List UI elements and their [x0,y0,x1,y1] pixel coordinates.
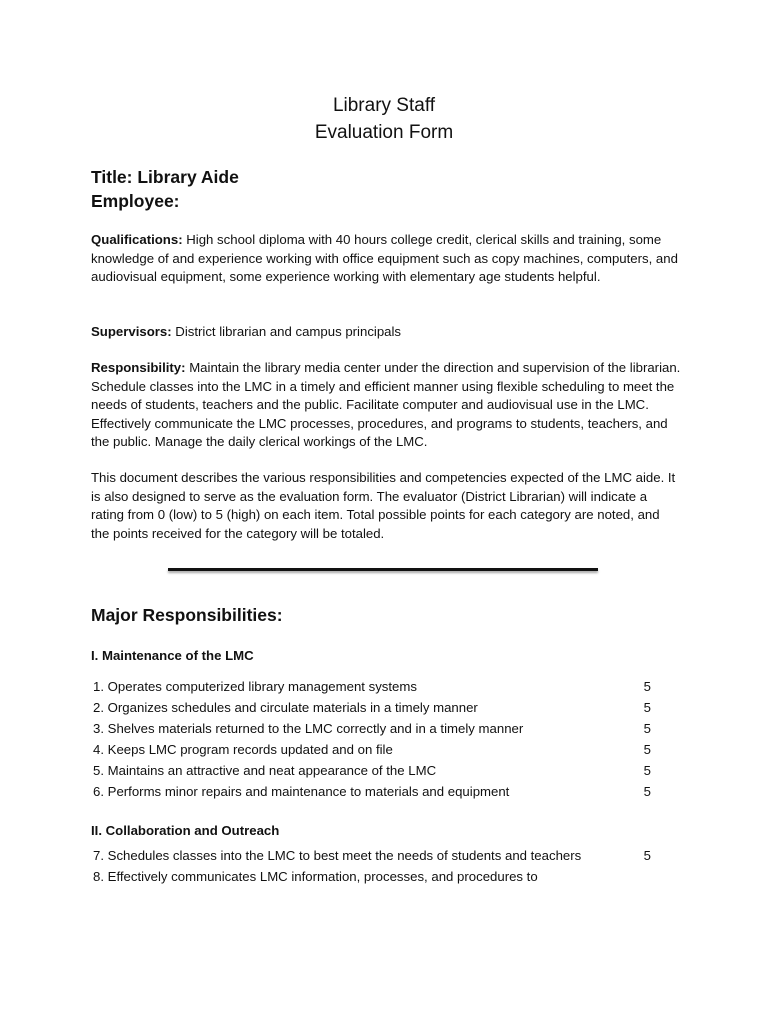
item-text: 3. Shelves materials returned to the LMC correctly and in a timely manner [93,721,524,736]
item-text: 6. Performs minor repairs and maintenance to materials and equipment [93,784,510,799]
supervisors-label: Supervisors: [91,324,172,339]
responsibility-label: Responsibility: [91,360,186,375]
title-line-2: Evaluation Form [314,122,454,143]
list-item [91,718,651,739]
item-text: 8. Effectively communicates LMC information, processes, and procedures to [93,869,538,884]
list-item [91,866,651,887]
list-item [91,781,651,802]
title-line-1: Library Staff [332,95,436,116]
responsibility-text: Maintain the library media center under the direction and supervision of the librarian. Schedule classes into the LMC in a timely and efficient manner using flexible scheduling to meet the needs of students, teachers and the public. Facilitate computer and audiovisual use in the LMC. Effectively communicate the LMC processes, procedures, and programs to students, teachers, and the public. Manage the daily clerical workings of the LMC. [91,360,681,450]
category-heading: II. Collaboration and Outreach [91,823,280,838]
category-heading: I. Maintenance of the LMC [91,648,254,663]
horizontal-divider [168,568,598,571]
item-points: 5 [643,848,651,863]
qualifications-text: High school diploma with 40 hours college credit, clerical skills and training, some knowledge of and experience working with office equipment such as copy machines, computers, and audiovisual equipment, some experience working with elementary age students helpful. [91,232,678,285]
list-item [91,697,651,718]
item-text: 5. Maintains an attractive and neat appearance of the LMC [93,763,437,778]
item-text: 7. Schedules classes into the LMC to best meet the needs of students and teachers [93,848,582,863]
item-points: 5 [643,763,651,778]
supervisors-text: District librarian and campus principals [171,324,402,339]
job-title: Title: Library Aide [91,167,239,187]
category-item-list [91,676,651,802]
document-title [0,92,768,146]
category-item-list [91,845,651,887]
item-points: 5 [643,721,651,736]
item-points: 5 [643,742,651,757]
list-item [91,739,651,760]
item-points: 5 [643,679,651,694]
qualifications-label: Qualifications: [91,232,183,247]
major-responsibilities-heading: Major Responsibilities: [91,605,283,625]
responsibility-paragraph [91,359,681,452]
description-paragraph: This document describes the various responsibilities and competencies expected of the LMC aide. It is also designed to serve as the evaluation form. The evaluator (District Librarian) will indicate a rating from 0 (low) to 5 (high) on each item. Total possible points for each category are noted, and the points received for the category will be totaled. [91,470,676,541]
list-item [91,760,651,781]
employee-label: Employee: [91,191,180,211]
job-meta [91,165,239,213]
item-text: 4. Keeps LMC program records updated and on file [93,742,393,757]
item-text: 1. Operates computerized library management systems [93,679,417,694]
item-points: 5 [643,784,651,799]
qualifications-paragraph [91,231,681,287]
list-item [91,845,651,866]
item-points: 5 [643,700,651,715]
list-item [91,676,651,697]
item-text: 2. Organizes schedules and circulate materials in a timely manner [93,700,478,715]
supervisors-paragraph [91,323,681,342]
